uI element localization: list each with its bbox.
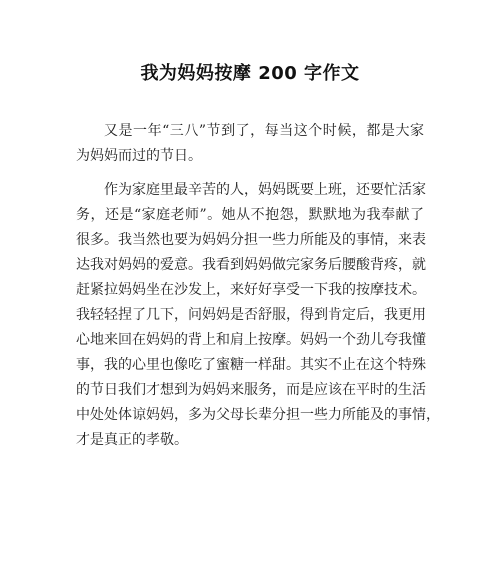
text-line: 赶紧拉妈妈坐在沙发上，来好好享受一下我的按摩技术。 <box>76 282 426 298</box>
text-line: 达我对妈妈的爱意。我看到妈妈做完家务后腰酸背疼，就 <box>76 257 426 273</box>
text-line: 事，我的心里也像吃了蜜糖一样甜。其实不止在这个特殊 <box>76 357 426 373</box>
paragraph-1 <box>76 119 424 169</box>
text-line: 很多。我当然也要为妈妈分担一些力所能及的事情，来表 <box>76 232 426 248</box>
text-line: 为妈妈而过的节日。 <box>76 148 202 164</box>
page-title: 我为妈妈按摩 200 字作文 <box>140 63 360 84</box>
text-line: 才是真正的孝敬。 <box>76 432 188 448</box>
paragraph-gap <box>76 169 424 178</box>
paragraph-2 <box>76 178 440 453</box>
essay-body <box>76 119 440 453</box>
text-line: 中处处体谅妈妈，多为父母长辈分担一些力所能及的事情， <box>76 407 440 423</box>
text-line: 的节日我们才想到为妈妈来服务，而是应该在平时的生活 <box>76 382 426 398</box>
text-line: 务，还是“家庭老师”。她从不抱怨，默默地为我奉献了 <box>76 207 424 223</box>
text-line: 我轻轻捏了几下，问妈妈是否舒服，得到肯定后，我更用 <box>76 307 426 323</box>
text-line: 心地来回在妈妈的背上和肩上按摩。妈妈一个劲儿夸我懂 <box>76 332 426 348</box>
text-line: 又是一年“三八”节到了，每当这个时候，都是大家 <box>104 123 424 139</box>
text-line: 作为家庭里最辛苦的人，妈妈既要上班，还要忙活家 <box>104 182 426 198</box>
